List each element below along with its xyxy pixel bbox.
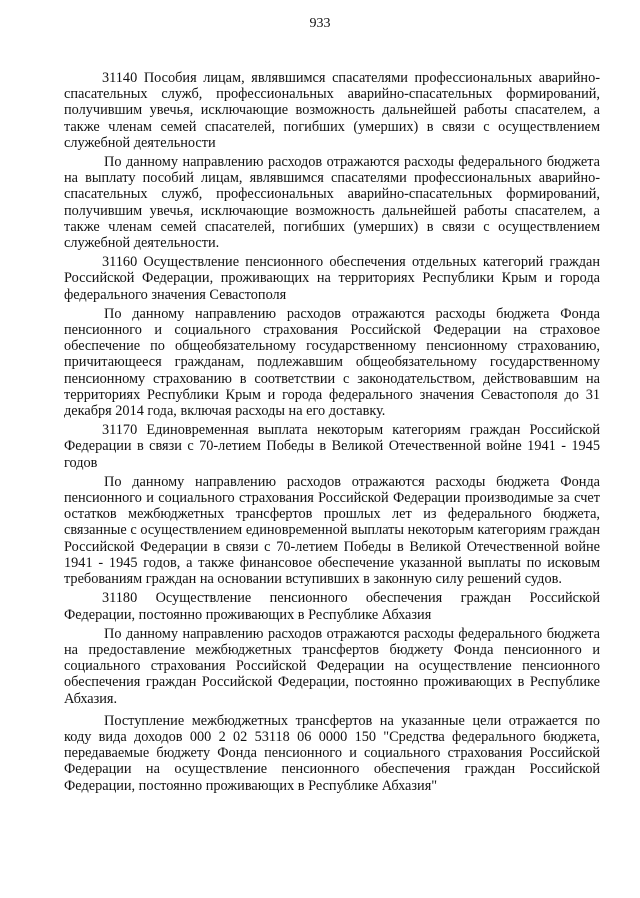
- section-body-31180: По данному направлению расходов отражаются расходы федерального бюджета на предоставление межбюджетных трансфертов бюджету Фонда пенсионного и социального страхования Российской Федерации на осуществление пенсионного обеспечения граждан Российской Федерации, постоянно проживающих в Республике Абхазия.: [64, 625, 600, 707]
- section-body-31170: По данному направлению расходов отражаются расходы бюджета Фонда пенсионного и социального страхования Российской Федерации производимые за счет остатков межбюджетных трансфертов прошлых лет из федерального бюджета, связанные с осуществлением единовременной выплаты некоторым категориям граждан Российской Федерации в связи с 70-летием Победы в Великой Отечественной войне 1941 - 1945 годов, а также финансовое обеспечение указанной выплаты по исковым требованиям граждан на основании вступивших в законную силу решений судов.: [64, 473, 600, 588]
- section-body-31140: По данному направлению расходов отражаются расходы федерального бюджета на выплату пособий лицам, являвшимся спасателями профессиональных аварийно-спасательных служб, профессиональных аварийно-спасательных формирований, получившим увечья, исключающие возможность дальнейшей работы спасателем, а также членам семей спасателей, погибших (умерших) в связи с осуществлением служебной деятельности.: [64, 154, 600, 252]
- section-body-31180-transfers: Поступление межбюджетных трансфертов на указанные цели отражается по коду вида доходов 000 2 02 53118 06 0000 150 "Средства федерального бюджета, передаваемые бюджету Фонда пенсионного и социального страхования Российской Федерации на осуществление пенсионного обеспечения граждан Российской Федерации, постоянно проживающих в Республике Абхазия": [64, 712, 600, 794]
- section-heading-31180: 31180 Осуществление пенсионного обеспечения граждан Российской Федерации, постоянно проживающих в Республике Абхазия: [64, 590, 600, 623]
- section-heading-31160: 31160 Осуществление пенсионного обеспечения отдельных категорий граждан Российской Федерации, проживающих на территориях Республики Крым и города федерального значения Севастополя: [64, 254, 600, 303]
- section-body-31160: По данному направлению расходов отражаются расходы бюджета Фонда пенсионного и социального страхования Российской Федерации на страховое обеспечение по общеобязательному государственному пенсионному страхованию, причитающееся гражданам, подлежавшим общеобязательному государственному пенсионному страхованию в соответствии с законодательством, действовавшим на территориях Республики Крым и города федерального значения Севастополя до 31 декабря 2014 года, включая расходы на его доставку.: [64, 305, 600, 420]
- document-body: [64, 70, 600, 797]
- section-heading-31170: 31170 Единовременная выплата некоторым категориям граждан Российской Федерации в связи с 70-летием Победы в Великой Отечественной войне 1941 - 1945 годов: [64, 422, 600, 471]
- page-number: 933: [309, 16, 331, 31]
- section-heading-31140: 31140 Пособия лицам, являвшимся спасателями профессиональных аварийно-спасательных служб, профессиональных аварийно-спасательных формирований, получившим увечья, исключающие возможность дальнейшей работы спасателем, а также членам семей спасателей, погибших (умерших) в связи с осуществлением служебной деятельности: [64, 70, 600, 151]
